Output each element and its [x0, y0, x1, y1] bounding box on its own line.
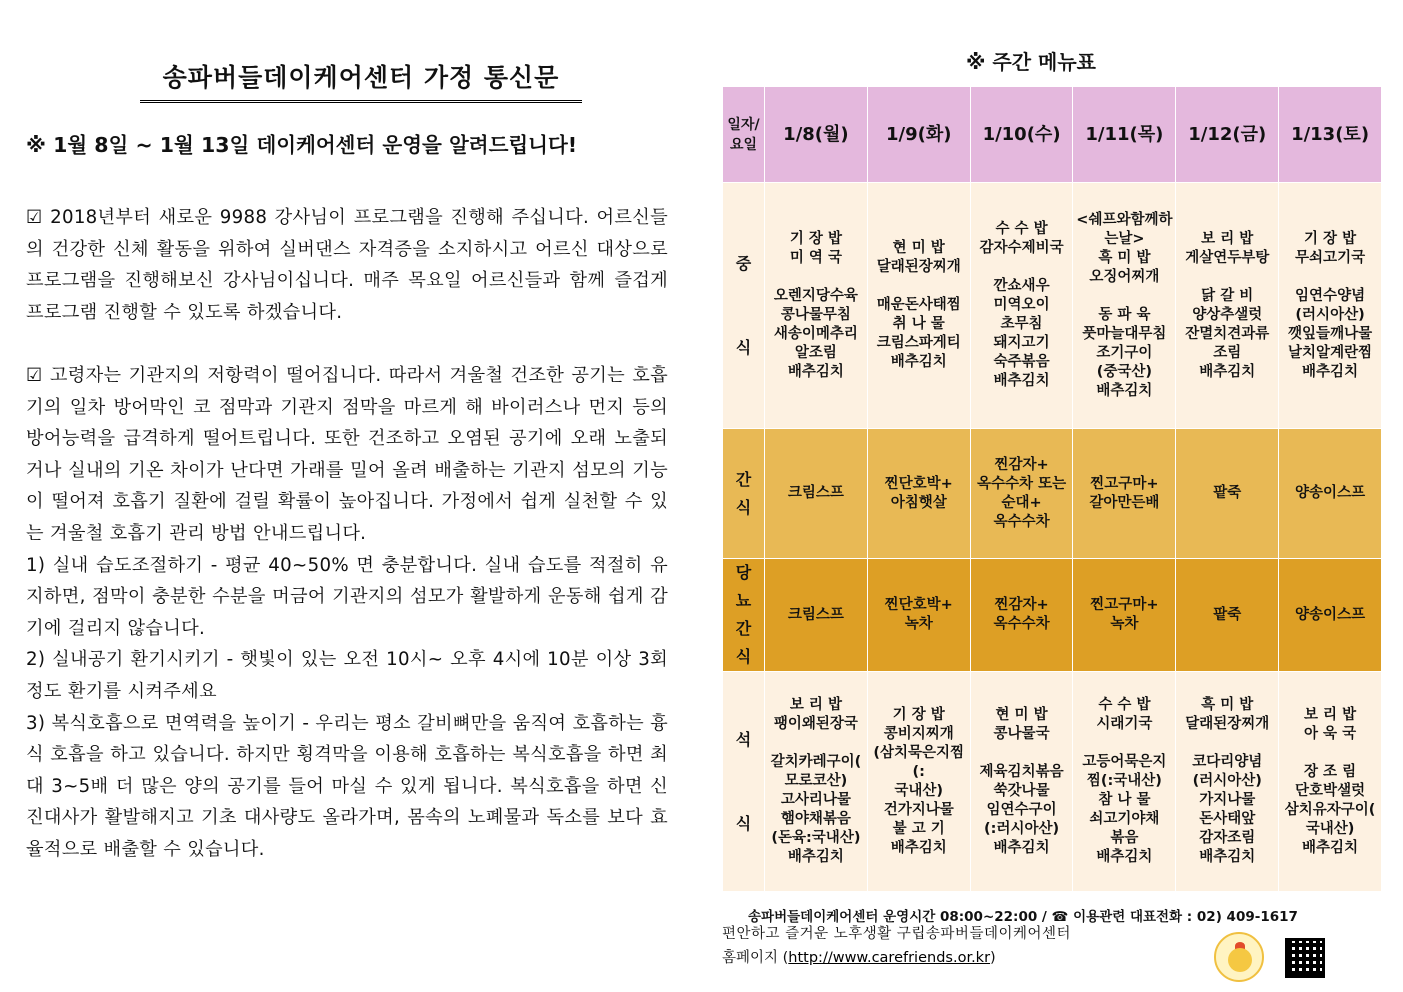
snack-row	[723, 429, 1382, 559]
weekly-menu-table	[722, 86, 1382, 892]
day-header: 1/10(수)	[970, 87, 1073, 183]
menu-cell: 보 리 밥 게살연두부탕 닭 갈 비 양상추샐럿 잔멸치견과류 조림 배추김치	[1176, 183, 1279, 429]
day-header: 1/9(화)	[867, 87, 970, 183]
header-date-label: 일자/ 요일	[723, 87, 765, 183]
day-header: 1/8(월)	[765, 87, 868, 183]
menu-cell: 현 미 밥 콩나물국 제육김치볶음 쑥갓나물 임연수구이 (:러시아산) 배추김치	[970, 672, 1073, 892]
tip-ventilation: 2) 실내공기 환기시키기 - 햇빛이 있는 오전 10시~ 오후 4시에 10분 이상 3회 정도 환기를 시켜주세요	[26, 649, 668, 702]
menu-cell: 보 리 밥 아 욱 국 장 조 림 단호박샐럿 삼치유자구이( 국내산) 배추김치	[1279, 672, 1382, 892]
chick-logo-icon	[1214, 932, 1264, 982]
tip-breathing: 3) 복식호흡으로 면역력을 높이기 - 우리는 평소 갈비뼈만을 움직여 호흡하는 흉식 호흡을 하고 있습니다. 하지만 횡격막을 이용해 호흡하는 복식호흡을 하면 최대 3~5배 더 많은 양의 공기를 들어 마실 수 있게 됩니다. 복식호흡을 하면 신진대사가 활발해지고 기초 대사량도 올라가며, 몸속의 노폐물과 독소를 보다 효율적으로 배출할 수 있습니다.	[26, 712, 668, 860]
menu-cell: 기 장 밥 미 역 국 오렌지당수육 콩나물무침 새송이메추리 알조림 배추김치	[765, 183, 868, 429]
menu-cell: 기 장 밥 무쇠고기국 임연수양념 (러시아산) 깻잎들깨나물 날치알계란찜 배추김치	[1279, 183, 1382, 429]
menu-cell: 크림스프	[765, 559, 868, 672]
row-label-lunch: 중 식	[723, 183, 765, 429]
menu-cell: 양송이스프	[1279, 559, 1382, 672]
row-label-diabetic-snack: 당 뇨 간 식	[723, 559, 765, 672]
menu-cell: 찐단호박+ 녹차	[867, 559, 970, 672]
homepage-close: )	[990, 950, 996, 966]
menu-cell: 현 미 밥 달래된장찌개 매운돈사태찜 취 나 물 크림스파게티 배추김치	[867, 183, 970, 429]
menu-title: ※ 주간 메뉴표	[966, 50, 1096, 74]
menu-header-row	[723, 87, 1382, 183]
day-header: 1/13(토)	[1279, 87, 1382, 183]
menu-cell: 크림스프	[765, 429, 868, 559]
menu-cell: 찐감자+ 옥수수차	[970, 559, 1073, 672]
menu-cell: 보 리 밥 팽이왜된장국 갈치카레구이( 모로코산) 고사리나물 햄야채볶음 (돈육:국내산) 배추김치	[765, 672, 868, 892]
menu-cell: 양송이스프	[1279, 429, 1382, 559]
lunch-row	[723, 183, 1382, 429]
newsletter-body	[26, 202, 668, 865]
menu-cell: 기 장 밥 콩비지찌개 (삼치묵은지찜(: 국내산) 건가지나물 불 고 기 배추김치	[867, 672, 970, 892]
menu-cell: 찐고구마+ 갈아만든배	[1073, 429, 1176, 559]
diabetic-snack-row	[723, 559, 1382, 672]
notice-heading: ※ 1월 8일 ~ 1월 13일 데이케어센터 운영을 알려드립니다!	[26, 133, 578, 157]
menu-cell: 흑 미 밥 달래된장찌개 코다리양념 (러시아산) 가지나물 돈사태앞 감자조림 배추김치	[1176, 672, 1279, 892]
slogan: 편안하고 즐거운 노후생활 구립송파버들데이케어센터	[722, 926, 1071, 942]
paragraph-respiratory: ☑ 고령자는 기관지의 저항력이 떨어집니다. 따라서 겨울철 건조한 공기는 호흡기의 일차 방어막인 코 점막과 기관지 점막을 마르게 해 바이러스나 먼지 등의 방어능력을 급격하게 떨어트립니다. 또한 건조하고 오염된 공기에 오래 노출되거나 실내의 기온 차이가 난다면 가래를 밀어 올려 배출하는 기관지 섬모의 기능이 떨어져 호흡기 질환에 걸릴 확률이 높아집니다. 가정에서 쉽게 실천할 수 있는 겨울철 호흡기 관리 방법 안내드립니다.	[26, 364, 668, 544]
homepage-label: 홈페이지 (	[722, 950, 789, 966]
qr-code-icon[interactable]	[1285, 938, 1325, 978]
menu-cell: 찐감자+ 옥수수차 또는 순대+ 옥수수차	[970, 429, 1073, 559]
menu-cell: 팥죽	[1176, 559, 1279, 672]
tip-humidity: 1) 실내 습도조절하기 - 평균 40~50% 면 충분합니다. 실내 습도를 적절히 유지하면, 점막이 충분한 수분을 머금어 기관지의 섬모가 활발하게 운동해 쉽게 감기에 걸리지 않습니다.	[26, 554, 668, 639]
menu-cell: 팥죽	[1176, 429, 1279, 559]
newsletter-title: 송파버들데이케어센터 가정 통신문	[140, 58, 582, 103]
menu-cell: 수 수 밥 시래기국 고등어묵은지 찜(:국내산) 참 나 물 쇠고기야채 볶음 배추김치	[1073, 672, 1176, 892]
menu-cell: 찐단호박+ 아침햇살	[867, 429, 970, 559]
day-header: 1/12(금)	[1176, 87, 1279, 183]
row-label-dinner: 석 식	[723, 672, 765, 892]
menu-cell: <쉐프와함께하는날> 흑 미 밥 오징어찌개 동 파 육 풋마늘대무침 조기구이 (중국산) 배추김치	[1073, 183, 1176, 429]
operating-hours: 송파버들데이케어센터 운영시간 08:00~22:00 / ☎ 이용관련 대표전화 : 02) 409-1617	[748, 909, 1298, 925]
homepage-line	[722, 946, 996, 967]
row-label-snack: 간 식	[723, 429, 765, 559]
menu-cell: 수 수 밥 감자수제비국 깐쇼새우 미역오이 초무침 돼지고기 숙주볶음 배추김치	[970, 183, 1073, 429]
paragraph-instructor: ☑ 2018년부터 새로운 9988 강사님이 프로그램을 진행해 주십니다. 어르신들의 건강한 신체 활동을 위하여 실버댄스 자격증을 소지하시고 어르신 대상으로 프로그램을 진행해보신 강사님이십니다. 매주 목요일 어르신들과 함께 즐겁게 프로그램 진행할 수 있도록 하겠습니다.	[26, 207, 668, 323]
menu-cell: 찐고구마+ 녹차	[1073, 559, 1176, 672]
homepage-link[interactable]: http://www.carefriends.or.kr	[788, 950, 991, 966]
day-header: 1/11(목)	[1073, 87, 1176, 183]
dinner-row	[723, 672, 1382, 892]
